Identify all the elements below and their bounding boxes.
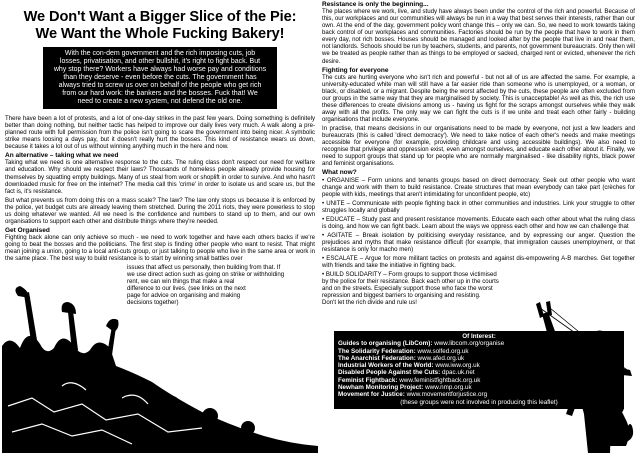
solidarity-line: Don't let the rich divide and rule us! <box>322 299 417 307</box>
intro-line: than they deserve - even before the cuts. The government has <box>63 74 257 81</box>
org-link[interactable]: dpac.uk.net <box>442 369 475 377</box>
protests-paragraph: There have been a lot of protests, and a lot of one-day strikes in the past few years. Doing something is definitely better than doing nothing, but neither tactic has helped to improve our daily lives very much. A walk along a pre-planned route with full permission from the police isn't going to scare the government into being nicer. A symbolic strike means loosing a days pay, but it doesn't really hurt the bosses. This kind of resistance wears us down, because it takes a lot out of us without winning anything much in the here and now. <box>5 115 315 151</box>
title-line-1: We Don't Want a Bigger Slice of the Pie: <box>23 9 297 25</box>
everyone-heading: Fighting for everyone <box>322 66 389 74</box>
organised-line: issues that affect us personally, then building from that. If <box>127 264 281 272</box>
disclaimer-note: (these groups were not involved in producing this leaflet) <box>400 398 558 406</box>
organised-paragraph: Fighting back alone can only achieve so much - we need to work together and have each others backs if we're going to beat the bosses and the politicians. The first step is finding other people who want to resist. That might mean joining a union, going to a local anti-cuts group, or just talking to people who live in the same area or work in the same place. The best way to build resistance is to start by winning small battles over <box>5 234 315 263</box>
interest-row <box>338 384 620 391</box>
org-name: Movement for Justice: <box>338 391 405 399</box>
right-column <box>322 0 635 306</box>
organised-heading: Get Organised <box>5 226 50 234</box>
title-line-2: We Want the Whole Fucking Bakery! <box>35 26 285 42</box>
interest-row <box>338 377 620 384</box>
what-now-heading: What now? <box>322 169 357 177</box>
left-column <box>5 0 315 307</box>
intro-box <box>43 47 277 109</box>
org-link[interactable]: www.nmp.org.uk <box>425 384 472 392</box>
solidarity-line: repression and biggest barriers to organising and resisting. <box>322 292 481 300</box>
org-link[interactable]: www.libcom.org/organise <box>434 340 505 348</box>
solidarity-line: and on the streets. Especially support those who face the worst <box>322 285 493 293</box>
escalate-item: • ESCALATE – Argue for more militant tactics on protests and against dis-empowering A-B marches. Get together with friends and take the initiative in fighting back. <box>322 255 635 270</box>
intro-line: With the con-dem government and the rich imposing cuts, job <box>64 50 256 57</box>
unite-item: • UNITE – Communicate with people fighting back in other communities and industries. Link your struggle to other struggles locally and globally <box>322 199 635 214</box>
org-name: The Anarchist Federation: <box>338 354 416 362</box>
alternative-paragraph-1: Taking what we need is one alternative response to the cuts. The ruling class don't respect our need for welfare and education. Why should we respect their laws? Thousands of homeless people already provide housing for themselves by squatting empty buildings. Many of us steal from work or shoplift in order to survive. And who hasn't downloaded music for free on the internet? The media call this 'crime' in order to isolate us and scare us, but the fact is, it's resistance. <box>5 159 315 195</box>
org-link[interactable]: www.solfed.org.uk <box>417 347 469 355</box>
everyone-paragraph-2: In practise, that means decisions in our organisations need to be made by everyone, not just a few leaders and bureaucrats (this is called 'direct democracy'). We need to take notice of each other's needs and make meetings accessible for everyone (for example, providing childcare and using accessible buildings). We also need to recognise that privilege and oppression exist, even amongst ourselves, and educate each other about it. Finally, we need to support groups that stand up for people who are normally marginalised - like disability rights, black power and feminist organisations. <box>322 125 635 168</box>
organised-line: rent, we can win things that make a real <box>127 278 235 286</box>
resistance-paragraph: The places where we work, live, and study have always been under the control of the rich and powerful. Because of this, our workplaces and our communities will always be run in a way that best serves their interests, rather than our own. At the end of the day, government policy wont change this – only we can. So, we need to work towards taking back control of our workplaces and communities. Factories should be run by the people that have to work in them every day, not rich bosses. Houses should be managed and looked after by the people that live in and near them, not landlords. Schools should be run by teachers, students, and parents, not government bureaucrats. Only then will we be treated as people rather than as things to be employed or sacked, charged rent or evicted, whenever the rich desire. <box>322 8 635 65</box>
educate-item: • EDUCATE – Study past and present resistance movements. Educate each each other about what the ruling class is doing, and how we can fight back. Learn about the ways we oppress each other and how we can challenge that <box>322 215 635 230</box>
org-link[interactable]: www.feministfightback.org.uk <box>399 376 481 384</box>
solidarity-line: by the police for their resistance. Back each other up in the courts <box>322 278 499 286</box>
org-name: The Solidarity Federation: <box>338 347 416 355</box>
organise-item: • ORGANISE – Form unions and tenants groups based on direct democracy. Seek out other people who want change and work with them to build resistance. Create structures that mean everybody can take part (crèches for people with kids, meetings that aren't intimidating for unconfident people, etc) <box>322 176 635 198</box>
interest-row <box>338 355 620 362</box>
interest-row <box>338 340 620 347</box>
solidarity-line: • BUILD SOLIDARITY – Form groups to support those victimised <box>322 271 497 279</box>
of-interest-heading: Of Interest: <box>462 333 496 340</box>
org-link[interactable]: www.movementforjustice.org <box>406 391 488 399</box>
alternative-heading: An alternative – taking what we need <box>5 152 119 160</box>
alternative-paragraph-2: But what prevents us from doing this on a mass scale? The law? The law only stops us because it is enforced by the police, yet budget cuts are already leaving them stretched. During the 2011 riots, they were powerless to stop us doing whatever we wanted. All we need is the confidence and numbers to stand up to them, and our own organisations to support each other and distribute things where they're needed. <box>5 196 315 225</box>
interest-row <box>338 348 620 355</box>
org-name: Industrial Workers of the World: <box>338 362 434 370</box>
interest-row <box>338 362 620 369</box>
organised-line: we use direct action such as going on strike or withholding <box>127 271 285 279</box>
organised-line: decisions together) <box>127 299 179 307</box>
org-name: Guides to organising (LibCom): <box>338 340 433 348</box>
organised-line: difference to our lives. (see links on the next <box>127 285 246 293</box>
intro-line: from our hard work: the bankers and the bosses. Fuck that! We <box>62 90 258 97</box>
intro-line: losses, privatisation, and other bullshit, it's right to fight back. But <box>59 58 261 65</box>
interest-row <box>338 391 620 398</box>
agitate-item: • AGITATE – Break isolation by politicising everyday resistance, and by expressing our anger. Question the prejudices and myths that make resistance difficult (for example, that immigration causes unemployment, or that resistance is only for macho men) <box>322 231 635 254</box>
resistance-heading: Resistance is only the beginning... <box>322 1 429 8</box>
org-link[interactable]: www.afed.org.uk <box>417 354 465 362</box>
org-name: Newham Monitoring Project: <box>338 384 424 392</box>
everyone-paragraph-1: The cuts are hurting everyone who isn't rich and powerful - but not all of us are affected the same. For example, a university-educated white man will still have a far easier ride than someone who is unemployed, or a woman, or black, or disabled, or a migrant. Despite being the worst affected by the cuts, these people are often excluded from our groups in the same way that they are marginalised by society. This is unacceptable! As well as this, the rich use these differences to create divisions among us - having us fight for the scraps amongst ourselves while they walk away with all the profits. The only way we can fight the cuts is if we unite and treat each other fairly - building organisations that include everyone. <box>322 73 635 124</box>
organised-line: page for advice on organising and making <box>127 292 241 300</box>
org-name: Feminist Fightback: <box>338 376 398 384</box>
interest-row <box>338 369 620 376</box>
leaflet-title <box>5 9 315 43</box>
of-interest-box <box>334 331 624 409</box>
protest-crowd-illustration <box>2 286 318 453</box>
org-name: Disabled People Against the Cuts: <box>338 369 441 377</box>
intro-line: why stop there? Workers have always had worse pay and conditions <box>53 66 267 73</box>
org-link[interactable]: www.iww.org.uk <box>435 362 480 370</box>
intro-line: need to create a new system, not defend the old one. <box>77 98 243 105</box>
intro-line: always tried to screw us over on behalf of the people who get rich <box>58 82 262 89</box>
